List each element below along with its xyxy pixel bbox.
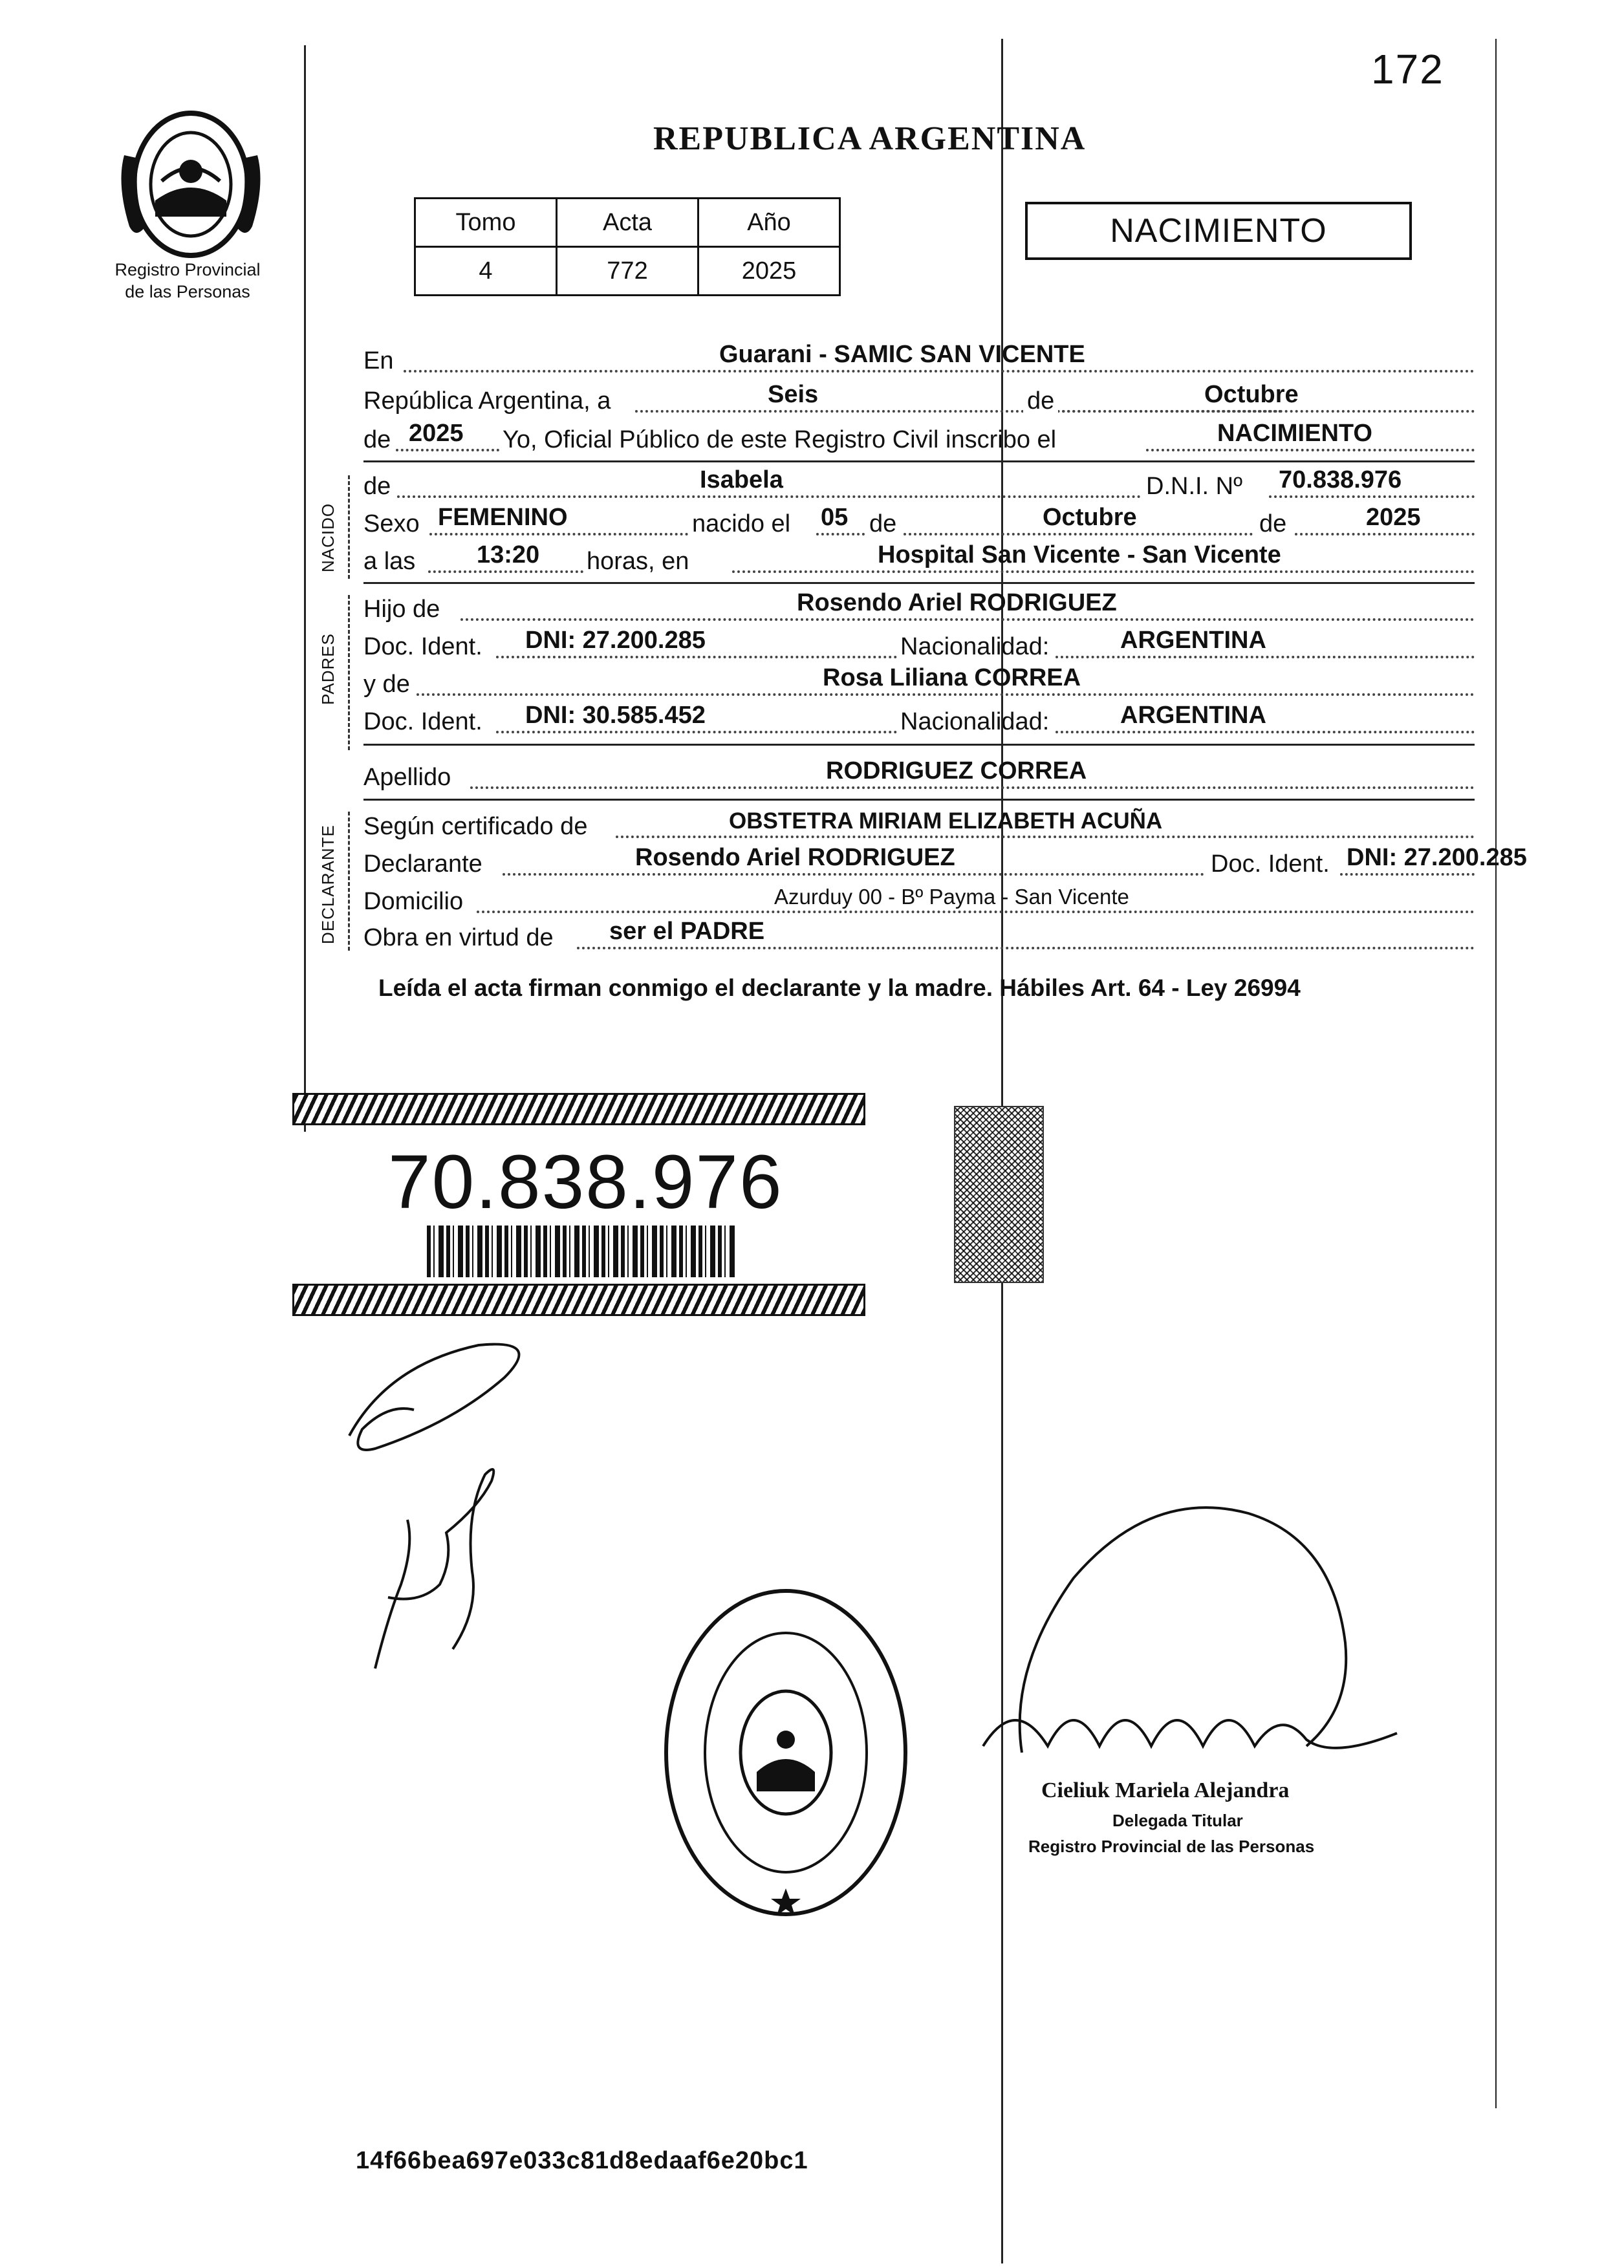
day-value: Seis — [768, 381, 819, 408]
row-padre-doc — [363, 627, 1475, 664]
separator-2 — [363, 582, 1475, 584]
en-label: En — [363, 347, 394, 374]
barcode-band-bottom — [292, 1284, 865, 1316]
separator-4 — [363, 799, 1475, 801]
registry-name-line2: de las Personas — [125, 282, 250, 301]
registry-name — [78, 259, 298, 303]
row-hijo-de — [363, 590, 1475, 626]
separator-3 — [363, 744, 1475, 746]
en-value: Guarani - SAMIC SAN VICENTE — [719, 341, 1085, 368]
row-apellido — [363, 758, 1475, 794]
record-table-anio-value: 2025 — [698, 247, 840, 296]
child-name-value: Isabela — [700, 466, 783, 493]
declarante-label: Declarante — [363, 850, 482, 878]
nacido-side-label: NACIDO — [318, 502, 338, 572]
declarante-bracket — [348, 812, 350, 951]
record-table — [414, 197, 841, 296]
a-las-label: a las — [363, 548, 416, 575]
hijo-de-label: Hijo de — [363, 596, 440, 623]
separator-1 — [363, 460, 1475, 462]
row-sexo — [363, 504, 1475, 541]
year-value: 2025 — [409, 420, 464, 447]
official-name: Cieliuk Mariela Alejandra — [1041, 1778, 1290, 1802]
record-table-header-tomo: Tomo — [415, 199, 557, 247]
record-type-box: NACIMIENTO — [1025, 202, 1412, 260]
sexo-value: FEMENINO — [438, 504, 568, 531]
domicilio-value: Azurduy 00 - Bº Payma - San Vicente — [774, 885, 1129, 909]
row-obra — [363, 918, 1475, 955]
domicilio-label: Domicilio — [363, 888, 464, 915]
place-value: Hospital San Vicente - San Vicente — [878, 541, 1281, 568]
month-value: Octubre — [1204, 381, 1299, 408]
child-dni-value: 70.838.976 — [1279, 466, 1402, 493]
signature-1-icon — [336, 1326, 543, 1455]
y-de-label: y de — [363, 671, 410, 698]
nacido-bracket — [348, 475, 350, 579]
row-fecha — [363, 382, 1475, 418]
row-anio — [363, 420, 1475, 457]
declarante-side-label: DECLARANTE — [318, 825, 338, 944]
apellido-value: RODRIGUEZ CORREA — [826, 757, 1087, 784]
barcode-dni-number: 70.838.976 — [388, 1139, 783, 1225]
row-y-de — [363, 665, 1475, 701]
row-madre-doc — [363, 702, 1475, 739]
page-number: 172 — [1371, 46, 1444, 92]
dni-label: D.N.I. Nº — [1146, 473, 1242, 500]
hour-value: 13:20 — [477, 541, 540, 568]
father-doc-value: DNI: 27.200.285 — [525, 627, 706, 654]
nacido-de-label: de — [363, 473, 391, 500]
mother-name-value: Rosa Liliana CORREA — [823, 664, 1081, 691]
birth-day-value: 05 — [821, 504, 849, 531]
father-nationality-value: ARGENTINA — [1120, 627, 1266, 654]
record-table-header-row — [415, 199, 840, 247]
record-table-value-row — [415, 247, 840, 296]
row-declarante — [363, 844, 1527, 881]
padres-side-label: PADRES — [318, 633, 338, 705]
record-table-header-anio: Año — [698, 199, 840, 247]
row-en — [363, 341, 1475, 378]
birth-de-label-2: de — [1259, 510, 1287, 537]
barcode-band-top — [292, 1093, 865, 1125]
mother-nat-label: Nacionalidad: — [900, 708, 1050, 735]
mother-doc-label: Doc. Ident. — [363, 708, 482, 735]
father-name-value: Rosendo Ariel RODRIGUEZ — [797, 589, 1117, 616]
certificado-label: Según certificado de — [363, 813, 588, 840]
barcode-icon — [427, 1226, 737, 1277]
birth-de-label: de — [869, 510, 897, 537]
father-doc-label: Doc. Ident. — [363, 633, 482, 660]
apellido-label: Apellido — [363, 764, 451, 791]
row-nacido-nombre — [363, 467, 1475, 503]
left-margin-line — [304, 45, 306, 1132]
signature-2-icon — [349, 1455, 530, 1688]
horas-en-label: horas, en — [587, 548, 689, 575]
mother-nationality-value: ARGENTINA — [1120, 702, 1266, 729]
registry-name-line1: Registro Provincial — [114, 260, 261, 279]
document-hash: 14f66bea697e033c81d8edaaf6e20bc1 — [356, 2147, 808, 2174]
obra-label: Obra en virtud de — [363, 924, 554, 951]
certificado-value: OBSTETRA MIRIAM ELIZABETH ACUÑA — [729, 808, 1163, 834]
record-table-acta-value: 772 — [557, 247, 698, 296]
row-certificado — [363, 807, 1475, 843]
security-pattern-icon — [954, 1106, 1044, 1283]
sexo-label: Sexo — [363, 510, 420, 537]
birth-year-value: 2025 — [1366, 504, 1421, 531]
right-margin-line — [1495, 39, 1497, 2108]
birth-month-value: Octubre — [1043, 504, 1137, 531]
row-hora — [363, 542, 1475, 578]
year-prefix-label: de — [363, 426, 391, 453]
declarante-doc-label: Doc. Ident. — [1211, 850, 1330, 878]
yo-label: Yo, Oficial Público de este Registro Civil inscribo el — [503, 426, 1057, 453]
declarante-doc-value: DNI: 27.200.285 — [1347, 844, 1527, 871]
official-role: Delegada Titular — [1112, 1811, 1243, 1830]
record-table-tomo-value: 4 — [415, 247, 557, 296]
closing-statement: Leída el acta firman conmigo el declarante y la madre. Hábiles Art. 64 - Ley 26994 — [378, 975, 1301, 1001]
province-coat-of-arms-icon — [110, 103, 272, 265]
republica-label: República Argentina, a — [363, 387, 611, 415]
declarante-value: Rosendo Ariel RODRIGUEZ — [635, 844, 955, 871]
official-organization: Registro Provincial de las Personas — [1028, 1837, 1315, 1856]
mother-doc-value: DNI: 30.585.452 — [525, 702, 706, 729]
de-label: de — [1023, 387, 1058, 415]
father-nat-label: Nacionalidad: — [900, 633, 1050, 660]
nacido-el-label: nacido el — [692, 510, 791, 537]
padres-bracket — [348, 595, 350, 750]
signature-3-icon — [944, 1474, 1436, 1772]
document-title: REPUBLICA ARGENTINA — [653, 120, 1087, 157]
act-type-value: NACIMIENTO — [1217, 420, 1372, 447]
obra-value: ser el PADRE — [609, 918, 765, 945]
row-domicilio — [363, 882, 1475, 918]
registry-seal-icon — [660, 1584, 912, 1921]
record-table-header-acta: Acta — [557, 199, 698, 247]
